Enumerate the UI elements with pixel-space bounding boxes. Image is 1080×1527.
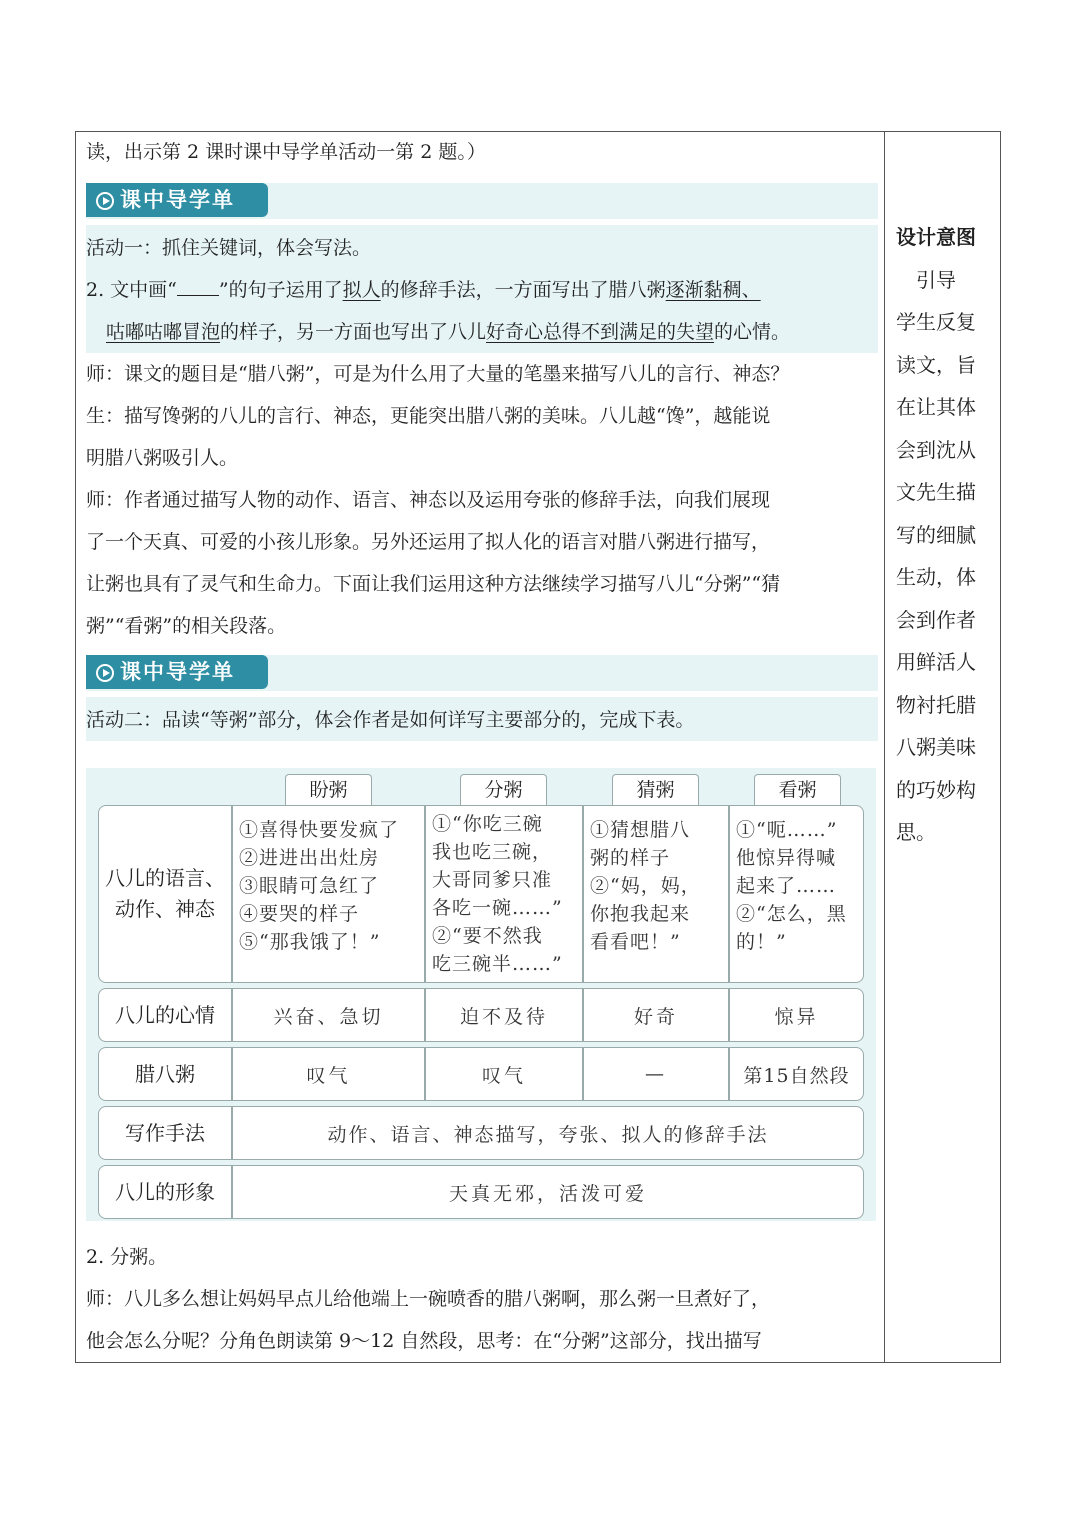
activity1-question-line2 bbox=[86, 311, 878, 353]
side-line: 会到沈从 bbox=[896, 437, 976, 462]
banner-2 bbox=[86, 655, 878, 691]
cell-words-fen bbox=[425, 805, 583, 983]
row-label-method: 写作手法 bbox=[98, 1106, 232, 1160]
paragraph-line: 师：作者通过描写人物的动作、语言、神态以及运用夸张的修辞手法，向我们展现 bbox=[86, 489, 771, 511]
side-line: 读文，旨 bbox=[896, 352, 976, 377]
activity1-question-line1 bbox=[86, 269, 878, 311]
banner-label: 课中导学单 bbox=[120, 188, 235, 212]
cell-mood: 惊异 bbox=[729, 988, 864, 1042]
side-line: 物衬托腊 bbox=[896, 692, 976, 717]
after-table-text bbox=[86, 1236, 878, 1362]
cell-words-cai bbox=[583, 805, 729, 983]
answer-2b: 咕嘟咕嘟冒泡 bbox=[106, 321, 221, 343]
cell-line: ②“妈，妈， bbox=[590, 875, 701, 897]
cell-line: 他惊异得喊 bbox=[736, 847, 837, 869]
cell-line: 我也吃三碗， bbox=[432, 841, 553, 863]
answer-2a: 逐渐黏稠、 bbox=[665, 279, 761, 301]
q-mid1: ”的句子运用了 bbox=[218, 279, 343, 301]
side-line: 的巧妙构 bbox=[896, 777, 976, 802]
cell-line: ①“呃……” bbox=[736, 819, 838, 841]
main-column bbox=[86, 131, 878, 741]
side-line: 引导 bbox=[896, 267, 956, 292]
side-line: 写的细腻 bbox=[896, 522, 976, 547]
cell-line: 大哥同爹只准 bbox=[432, 869, 553, 891]
answer-1: 拟人 bbox=[342, 279, 381, 301]
top-line: 读，出示第 2 课时课中导学单活动一第 2 题。） bbox=[86, 141, 486, 163]
cell-mood: 兴奋、急切 bbox=[232, 988, 425, 1042]
design-intent-title: 设计意图 bbox=[896, 225, 976, 249]
cell-porridge: — bbox=[583, 1047, 729, 1101]
cell-line: ⑤“那我饿了！” bbox=[239, 931, 381, 953]
q-prefix: 2. 文中画“ bbox=[86, 279, 177, 301]
cell-line: ②“怎么，黑 bbox=[736, 903, 847, 925]
cell-line: ①“你吃三碗 bbox=[432, 813, 543, 835]
side-line: 学生反复 bbox=[896, 310, 976, 334]
cell-line: 的！” bbox=[736, 931, 787, 953]
cell-words-kan bbox=[729, 805, 864, 983]
q-mid3: 的样子，另一方面也写出了八儿 bbox=[220, 321, 487, 343]
paragraph-line: 2. 分粥。 bbox=[86, 1246, 168, 1268]
side-line: 生动，体 bbox=[896, 565, 976, 589]
paragraph-line: 粥”“看粥”的相关段落。 bbox=[86, 615, 287, 637]
cell-line: 粥的样子 bbox=[590, 847, 671, 869]
side-line: 文先生描 bbox=[896, 480, 976, 504]
cell-line: ②进进出出灶房 bbox=[239, 847, 380, 869]
cell-mood: 好奇 bbox=[583, 988, 729, 1042]
q-mid2: 的修辞手法，一方面写出了腊八粥 bbox=[380, 279, 666, 301]
cell-porridge: 叹气 bbox=[425, 1047, 583, 1101]
paragraph-line: 了一个天真、可爱的小孩儿形象。另外还运用了拟人化的语言对腊八粥进行描写， bbox=[86, 531, 771, 553]
banner-tag bbox=[86, 655, 268, 689]
activity1-title: 活动一：抓住关键词，体会写法。 bbox=[86, 237, 372, 259]
row-label-mood: 八儿的心情 bbox=[98, 988, 232, 1042]
row-label-image: 八儿的形象 bbox=[98, 1165, 232, 1219]
paragraph-line: 让粥也具有了灵气和生命力。下面让我们运用这种方法继续学习描写八儿“分粥”“猜 bbox=[86, 573, 781, 595]
cell-porridge: 叹气 bbox=[232, 1047, 425, 1101]
banner-tag bbox=[86, 183, 268, 217]
banner-label: 课中导学单 bbox=[120, 660, 235, 684]
column-header: 猜粥 bbox=[612, 774, 699, 806]
cell-method: 动作、语言、神态描写，夸张、拟人的修辞手法 bbox=[232, 1106, 864, 1160]
side-line: 在让其体 bbox=[896, 395, 976, 419]
cell-line: ①猜想腊八 bbox=[590, 819, 691, 841]
row-label-porridge: 腊八粥 bbox=[98, 1047, 232, 1101]
paragraph-line: 生：描写馋粥的八儿的言行、神态，更能突出腊八粥的美味。八儿越“馋”，越能说 bbox=[86, 405, 771, 427]
row-label-line: 动作、神态 bbox=[115, 897, 215, 921]
column-header: 分粥 bbox=[460, 774, 547, 806]
cell-porridge: 第15自然段 bbox=[729, 1047, 864, 1101]
activity2-box bbox=[86, 697, 878, 741]
activity1-box bbox=[86, 225, 878, 353]
cell-words-pan bbox=[232, 805, 425, 983]
activity2-title: 活动二：品读“等粥”部分，体会作者是如何详写主要部分的，完成下表。 bbox=[86, 709, 695, 731]
cell-line: 各吃一碗……” bbox=[432, 897, 563, 919]
cell-line: ③眼睛可急红了 bbox=[239, 875, 380, 897]
paragraph-line: 明腊八粥吸引人。 bbox=[86, 447, 239, 469]
cell-line: ①喜得快要发疯了 bbox=[239, 819, 400, 841]
cell-line: 吃三碗半……” bbox=[432, 953, 563, 975]
side-line: 八粥美味 bbox=[896, 735, 976, 759]
summary-table bbox=[86, 768, 876, 1221]
paragraph-line: 他会怎么分呢？分角色朗读第 9～12 自然段，思考：在“分粥”这部分，找出描写 bbox=[86, 1330, 762, 1352]
column-divider bbox=[884, 131, 885, 1363]
q-end: 的心情。 bbox=[714, 321, 791, 343]
blank-line bbox=[177, 277, 219, 296]
answer-3: 好奇心总得不到满足的失望 bbox=[486, 321, 715, 343]
cell-line: ②“要不然我 bbox=[432, 925, 543, 947]
row-label-words bbox=[98, 805, 232, 983]
cell-line: ④要哭的样子 bbox=[239, 903, 360, 925]
paragraph-line: 师：八儿多么想让妈妈早点儿给他端上一碗喷香的腊八粥啊，那么粥一旦煮好了， bbox=[86, 1288, 771, 1310]
cell-mood: 迫不及待 bbox=[425, 988, 583, 1042]
banner-1 bbox=[86, 183, 878, 219]
cell-line: 看看吧！” bbox=[590, 931, 681, 953]
play-icon bbox=[96, 192, 114, 210]
row-label-line: 八儿的语言、 bbox=[105, 866, 225, 890]
column-header: 盼粥 bbox=[285, 774, 372, 806]
column-header: 看粥 bbox=[754, 774, 841, 806]
cell-line: 起来了…… bbox=[736, 875, 837, 897]
cell-line: 你抱我起来 bbox=[590, 903, 691, 925]
design-intent-column bbox=[896, 216, 988, 854]
cell-image: 天真无邪，活泼可爱 bbox=[232, 1165, 864, 1219]
paragraph-line: 师：课文的题目是“腊八粥”，可是为什么用了大量的笔墨来描写八儿的言行、神态？ bbox=[86, 363, 790, 385]
play-icon bbox=[96, 664, 114, 682]
side-line: 思。 bbox=[896, 820, 936, 844]
side-line: 会到作者 bbox=[896, 607, 976, 632]
side-line: 用鲜活人 bbox=[896, 650, 976, 674]
